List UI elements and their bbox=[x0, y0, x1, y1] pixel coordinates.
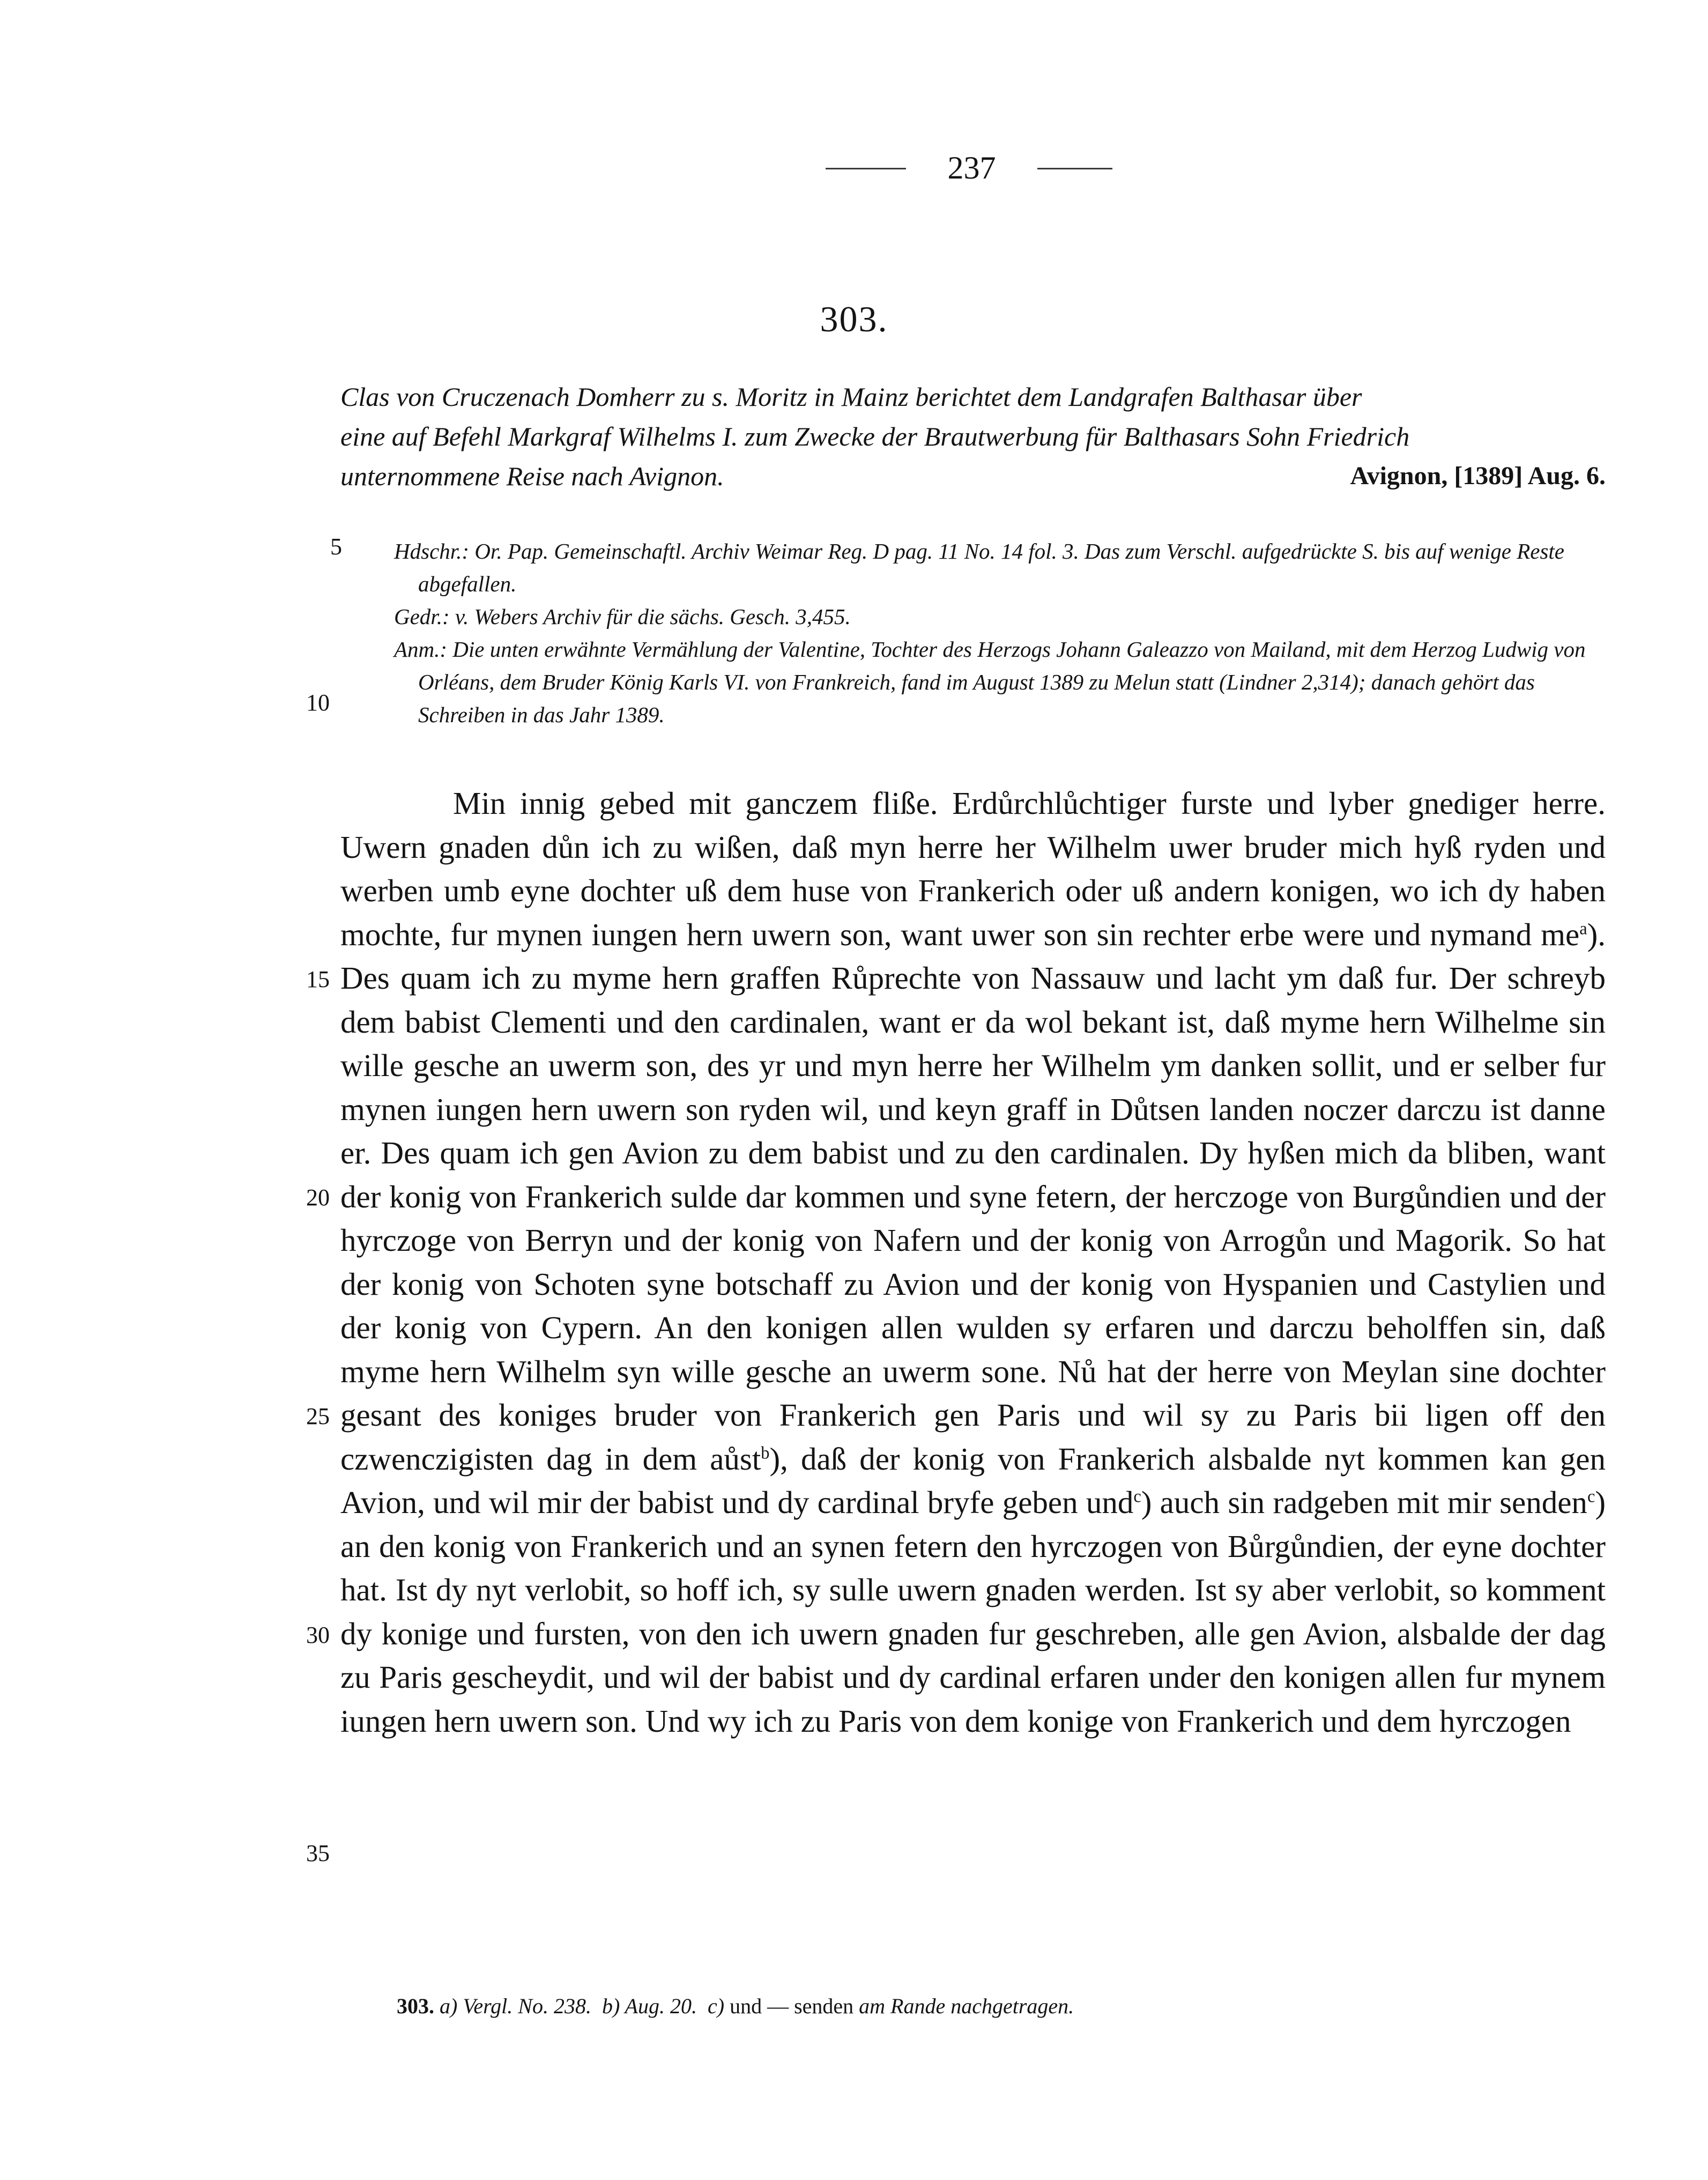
place-date: Avignon, [1389] Aug. 6. bbox=[1350, 462, 1606, 490]
footnotes bbox=[397, 1990, 1603, 2022]
text-segment: ). Des quam ich zu myme hern graffen Růprechte von Nassauw und lacht ym daß fur. Der schreyb dem babist Clementi und den cardinalen, want er da wol bekant ist, daß myme hern Wilhelme sin wille gesche an uwerm son, des yr und myn herre her Wilhelm ym danken sollit, und er selber fur mynen iungen hern uwern son ryden wil, und keyn graff in Důtsen landen noczer darczu ist danne er. Des quam ich gen Avion zu dem babist und zu den cardinalen. Dy hyßen mich da bliben, want der konig von Frankerich sulde dar kommen und syne fetern, der herczoge von Burgůndien und der hyrczoge von Berryn und der konig von Nafern und der konig von Arrogůn und Magorik. So hat der konig von Schoten syne botschaff zu Avion und der konig von Hyspanien und Castylien und der konig von Cypern. An den konigen allen wulden sy erfaren und darczu beholffen sin, daß myme hern Wilhelm syn wille gesche an uwerm sone. Nů hat der herre von Meylan sine dochter gesant des koniges bruder von Frankerich gen Paris und wil sy zu Paris bii ligen off den czwenczigisten dag in dem aůst bbox=[340, 916, 1606, 1477]
line-number: 35 bbox=[306, 1840, 330, 1866]
letter-paragraph bbox=[340, 782, 1606, 1743]
line-number: 25 bbox=[306, 1403, 330, 1429]
source-note-remark: Anm.: Die unten erwähnte Vermählung der Valentine, Tochter des Herzogs Johann Galeazzo von Mailand, mit dem Herzog Ludwig von Orléans, dem Bruder König Karls VI. von Frankreich, fand im August 1389 zu Melun statt (Lindner 2,314); danach gehört das Schreiben in das Jahr 1389. bbox=[394, 637, 1586, 727]
regest-last-line bbox=[340, 456, 1606, 496]
text-segment: ), daß der konig von Frankerich alsbalde nyt kommen kan gen Avion, und wil mir der babist und dy cardinal bryfe geben und bbox=[340, 1441, 1606, 1520]
text-segment: Min innig gebed mit ganczem fliße. Erdůrchlůchtiger furste und lyber gnediger herre. Uwern gnaden důn ich zu wißen, daß myn herre her Wilhelm uwer bruder mich hyß ryden und werben umb eyne dochter uß dem huse von Frankerich oder uß andern konigen, wo ich dy haben mochte, fur mynen iungen hern uwern son, want uwer son sin rechter erbe were und nymand me bbox=[340, 785, 1606, 952]
footnote-mark-b: b bbox=[761, 1443, 770, 1463]
line-number: 15 bbox=[306, 966, 330, 992]
footnote-c-label: c) bbox=[707, 1994, 725, 2018]
footnote-mark-c: c bbox=[1587, 1487, 1595, 1507]
line-number: 20 bbox=[306, 1184, 330, 1211]
footnote-c-words: und — senden bbox=[730, 1994, 854, 2018]
footnote-doc-number: 303. bbox=[397, 1994, 434, 2018]
regest-line: Clas von Cruczenach Domherr zu s. Moritz in Mainz berichtet dem Landgrafen Balthasar über bbox=[340, 382, 1362, 412]
header-rule-right bbox=[1037, 168, 1112, 169]
regest-line: eine auf Befehl Markgraf Wilhelms I. zum Zwecke der Brautwerbung für Balthasars Sohn Friedrich bbox=[340, 421, 1410, 451]
line-number: 30 bbox=[306, 1622, 330, 1648]
page-number: 237 bbox=[947, 150, 996, 186]
line-number: 10 bbox=[306, 689, 330, 716]
footnote-mark-a: a bbox=[1579, 918, 1587, 938]
footnote-a: a) Vergl. No. 238. bbox=[440, 1994, 591, 2018]
source-note-printed: Gedr.: v. Webers Archiv für die sächs. Gesch. 3,455. bbox=[394, 604, 851, 629]
text-segment: ) auch sin radgeben mit mir senden bbox=[1141, 1485, 1587, 1520]
page-header bbox=[0, 144, 1708, 192]
source-note-manuscript: Hdschr.: Or. Pap. Gemeinschaftl. Archiv Weimar Reg. D pag. 11 No. 14 fol. 3. Das zum Verschl. aufgedrückte S. bis auf wenige Reste abgefallen. bbox=[394, 539, 1564, 596]
source-notes bbox=[394, 535, 1606, 731]
document-number: 303. bbox=[820, 299, 888, 339]
line-number: 5 bbox=[330, 533, 342, 560]
text-segment: ) an den konig von Frankerich und an synen fetern den hyrczogen von Bůrgůndien, der eyne dochter hat. Ist dy nyt verlobit, so hoff ich, sy sulle uwern gnaden werden. Ist sy aber verlobit, so komment dy konige und fursten, von den ich uwern gnaden fur geschreben, alle gen Avion, alsbalde der dag zu Paris gescheydit, und wil der babist und dy cardinal erfaren under den konigen allen fur mynem iungen hern uwern son. Und wy ich zu Paris von dem konige von Frankerich und dem hyrczogen bbox=[340, 1485, 1606, 1739]
regest-line: unternommene Reise nach Avignon. bbox=[340, 461, 724, 491]
footnote-mark-c: c bbox=[1133, 1487, 1141, 1507]
letter-text bbox=[340, 782, 1606, 1743]
footnote-c-note: am Rande nachgetragen. bbox=[859, 1994, 1074, 2018]
regest-summary bbox=[340, 377, 1606, 496]
header-rule-left bbox=[826, 168, 906, 169]
footnote-b: b) Aug. 20. bbox=[601, 1994, 697, 2018]
